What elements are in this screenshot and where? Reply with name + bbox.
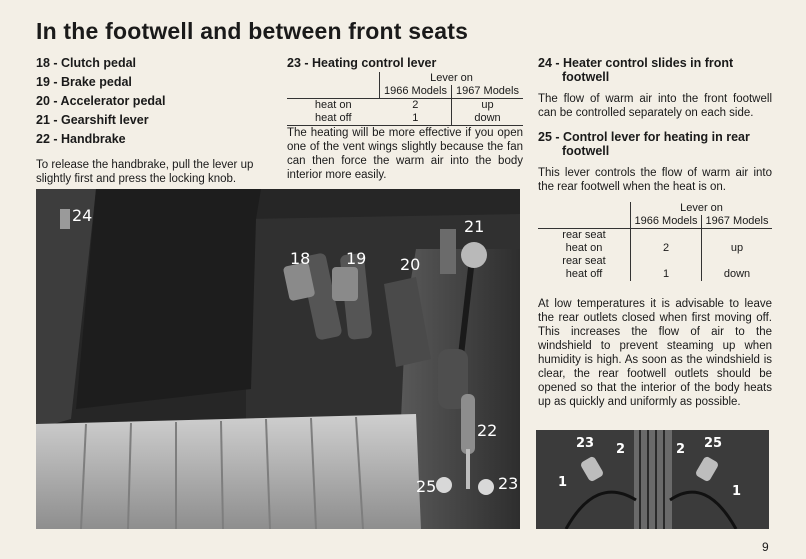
- rear-heating-column: [538, 56, 772, 409]
- heating-row-1966: 2: [380, 99, 452, 113]
- handbrake-text: To release the handbrake, pull the lever up slightly first and press the locking knob.: [36, 159, 254, 185]
- item-handbrake: 22 - Handbrake: [36, 132, 126, 146]
- pedals-column: [36, 56, 276, 186]
- front-seat: [36, 414, 421, 529]
- heating-lever-on: Lever on: [380, 72, 524, 85]
- advice-text: At low temperatures it is advisable to leave the rear outlets closed when first moving off. This increases the flow of air to the windshield to prevent steaming up when humidity is high. As soon as the windshield is clear, the rear footwell outlets should be opened so that the interior of the body heats up as quickly and uniformly as possible.: [538, 298, 772, 408]
- heat-control-knob: [478, 479, 494, 495]
- heating-controls-photo: [536, 430, 769, 529]
- rear-heading: 25 - Control lever for heating in rear footwell: [538, 130, 750, 158]
- heating-col-1967: 1967 Models: [452, 85, 524, 99]
- footwell-photo: [36, 189, 520, 529]
- label-18: 18: [290, 249, 311, 268]
- label-23: 23: [498, 474, 519, 493]
- item-brake: 19 - Brake pedal: [36, 75, 132, 89]
- item-gearshift: 21 - Gearshift lever: [36, 113, 149, 127]
- rear-col-1967: 1967 Models: [702, 215, 773, 229]
- label-2-left: 2: [616, 442, 626, 457]
- rear-heat-knob: [436, 477, 452, 493]
- label-2-right: 2: [676, 442, 686, 457]
- rear-col-1966: 1966 Models: [631, 215, 702, 229]
- rear-lever-on: Lever on: [631, 202, 773, 215]
- label-25: 25: [416, 477, 437, 496]
- heating-text: The heating will be more effective if you open one of the vent wings slightly because the fan can then force the warm air into the body interior more easily.: [287, 127, 523, 181]
- heating-column: [287, 56, 523, 182]
- heating-table: [287, 72, 523, 126]
- heating-row-1967: down: [452, 112, 524, 126]
- label-19: 19: [346, 249, 367, 268]
- heating-heading: 23 - Heating control lever: [287, 56, 437, 70]
- label-25-small: 25: [704, 436, 723, 451]
- rear-row-label: rear seat: [562, 229, 606, 241]
- heating-row-label: heat on: [314, 99, 352, 111]
- heater-slides-text: The flow of warm air into the front footwell can be controlled separately on each side.: [538, 93, 772, 119]
- heater-slide: [60, 209, 70, 229]
- label-24: 24: [72, 206, 93, 225]
- rear-row-label: heat on: [565, 242, 603, 254]
- label-23-small: 23: [576, 436, 595, 451]
- page-title: In the footwell and between front seats: [36, 18, 469, 44]
- heating-controls-illustration: [536, 430, 769, 529]
- heating-col-1966: 1966 Models: [380, 85, 452, 99]
- label-20: 20: [400, 255, 421, 274]
- heating-row-label: heat off: [287, 112, 380, 126]
- label-21: 21: [464, 217, 485, 236]
- rear-row-1967: up: [730, 242, 744, 254]
- page-number: 9: [762, 540, 769, 554]
- rear-row-label: heat off: [565, 268, 603, 280]
- label-22: 22: [477, 421, 498, 440]
- item-clutch: 18 - Clutch pedal: [36, 56, 137, 70]
- item-accelerator: 20 - Accelerator pedal: [36, 94, 166, 108]
- heating-row-1966: 1: [380, 112, 452, 126]
- label-1-right: 1: [732, 484, 742, 499]
- rear-text: This lever controls the flow of warm air into the rear footwell when the heat is on.: [538, 167, 772, 193]
- rear-table: [538, 202, 772, 281]
- label-1-left: 1: [558, 475, 568, 490]
- rear-row-1967: down: [723, 268, 751, 280]
- rear-row-label: rear seat: [562, 255, 606, 267]
- footwell-illustration: [36, 189, 520, 529]
- heater-slides-heading: 24 - Heater control slides in front footwell: [538, 56, 734, 84]
- rear-row-1966: 2: [631, 242, 702, 255]
- rear-row-1966: 1: [631, 268, 702, 281]
- heating-row-1967: up: [481, 99, 494, 111]
